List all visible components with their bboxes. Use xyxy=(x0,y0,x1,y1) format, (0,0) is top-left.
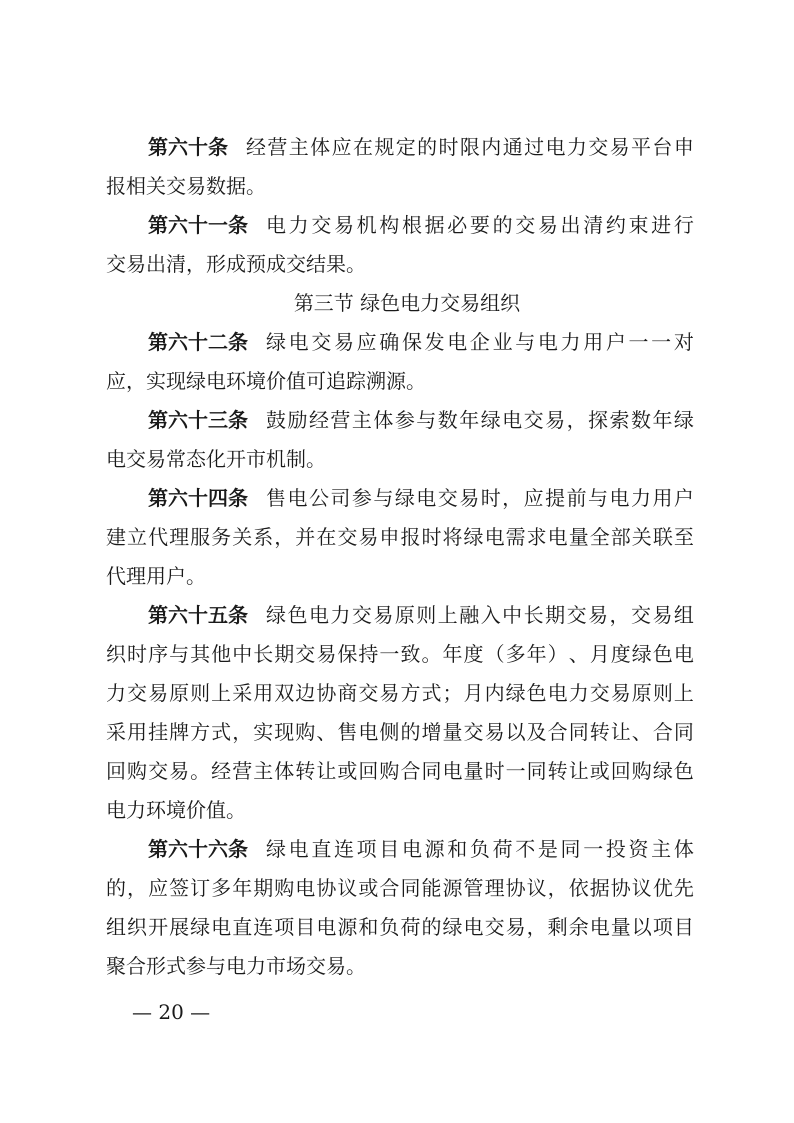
paragraph-line: 电交易常态化开市机制。 xyxy=(106,447,326,471)
line-text: 绿 色 电 力 交 易 原 则 上 融 入 中 长 期 交 易 ， 交 易 组 xyxy=(266,603,694,627)
article-60 xyxy=(106,128,694,206)
line-text: 绿 电 直 连 项 目 电 源 和 负 荷 不 是 同 一 投 资 主 体 xyxy=(266,837,694,861)
paragraph-line xyxy=(106,596,694,635)
article-61 xyxy=(106,206,694,284)
line-text: 鼓 励 经 营 主 体 参 与 数 年 绿 电 交 易 ， 探 索 数 年 绿 xyxy=(266,408,694,432)
line-text: 经 营 主 体 应 在 规 定 的 时 限 内 通 过 电 力 交 易 平 台 申 xyxy=(246,135,694,159)
paragraph-line: 的 ， 应 签 订 多 年 期 购 电 协 议 或 合 同 能 源 管 理 协 议 ， 依 据 协 议 优 先 xyxy=(106,876,694,900)
paragraph-line: 电力环境价值。 xyxy=(106,798,246,822)
article-63 xyxy=(106,401,694,479)
paragraph-line xyxy=(106,830,694,869)
paragraph-line: 织 时 序 与 其 他 中 长 期 交 易 保 持 一 致 。 年 度 （ 多 年 ） 、 月 度 绿 色 电 xyxy=(106,642,694,666)
document-body xyxy=(106,128,694,986)
paragraph-line: 力 交 易 原 则 上 采 用 双 边 协 商 交 易 方 式 ； 月 内 绿 色 电 力 交 易 原 则 上 xyxy=(106,681,694,705)
paragraph-line: 建 立 代 理 服 务 关 系 ， 并 在 交 易 申 报 时 将 绿 电 需 求 电 量 全 部 关 联 至 xyxy=(106,525,694,549)
paragraph-line: 组 织 开 展 绿 电 直 连 项 目 电 源 和 负 荷 的 绿 电 交 易 ， 剩 余 电 量 以 项 目 xyxy=(106,915,694,939)
paragraph-line: 代理用户。 xyxy=(106,564,206,588)
article-number: 第六十六条 xyxy=(148,837,248,861)
article-66 xyxy=(106,830,694,986)
article-number: 第六十五条 xyxy=(148,603,248,627)
paragraph-line xyxy=(106,401,694,440)
paragraph-line: 聚合形式参与电力市场交易。 xyxy=(106,954,366,978)
line-text: 绿 电 交 易 应 确 保 发 电 企 业 与 电 力 用 户 一 一 对 xyxy=(266,330,694,354)
article-64 xyxy=(106,479,694,596)
article-65 xyxy=(106,596,694,830)
line-text: 电 力 交 易 机 构 根 据 必 要 的 交 易 出 清 约 束 进 行 xyxy=(266,213,694,237)
paragraph-line xyxy=(106,323,694,362)
line-text: 售 电 公 司 参 与 绿 电 交 易 时 ， 应 提 前 与 电 力 用 户 xyxy=(266,486,694,510)
paragraph-line: 回 购 交 易 。 经 营 主 体 转 让 或 回 购 合 同 电 量 时 一 同 转 让 或 回 购 绿 色 xyxy=(106,759,694,783)
paragraph-line: 交易出清，形成预成交结果。 xyxy=(106,252,366,276)
article-number: 第六十二条 xyxy=(148,330,248,354)
article-number: 第六十条 xyxy=(148,135,228,159)
paragraph-line xyxy=(106,479,694,518)
paragraph-line xyxy=(106,206,694,245)
paragraph-line: 采 用 挂 牌 方 式 ， 实 现 购 、 售 电 侧 的 增 量 交 易 以 及 合 同 转 让 、 合 同 xyxy=(106,720,694,744)
paragraph-line xyxy=(106,128,694,167)
article-number: 第六十一条 xyxy=(148,213,248,237)
article-number: 第六十三条 xyxy=(148,408,248,432)
article-62 xyxy=(106,323,694,401)
paragraph-line: 报相关交易数据。 xyxy=(106,174,266,198)
section-heading: 第三节 绿色电力交易组织 xyxy=(293,291,521,315)
paragraph-line: 应，实现绿电环境价值可追踪溯源。 xyxy=(106,369,426,393)
page-number: — 20 — xyxy=(132,1000,211,1024)
article-number: 第六十四条 xyxy=(148,486,248,510)
